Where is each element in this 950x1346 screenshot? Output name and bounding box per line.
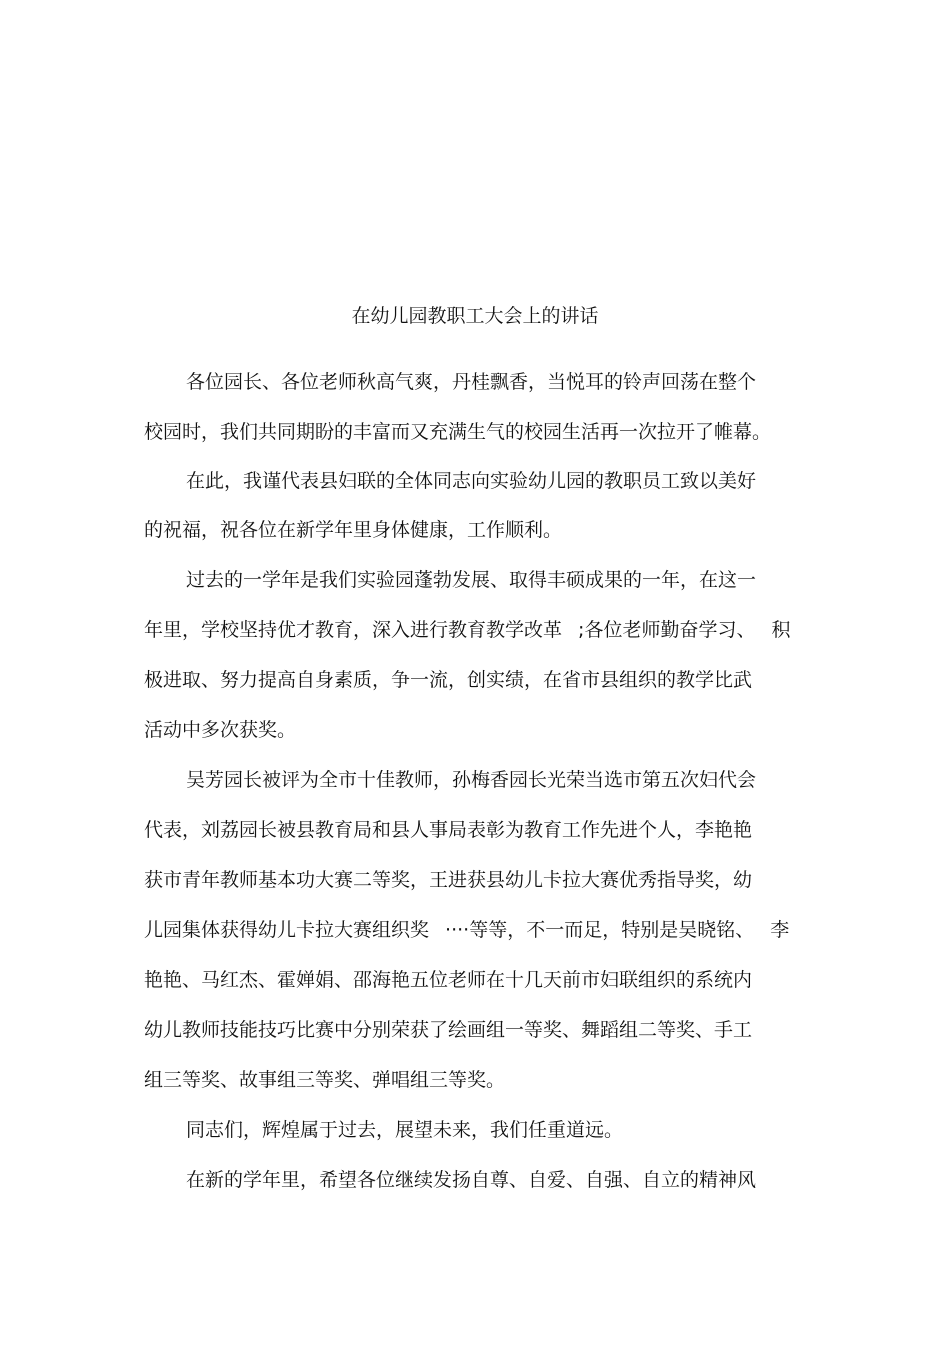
paragraph-line: 的祝福，祝各位在新学年里身体健康，工作顺利。 [144,519,563,541]
paragraph-line: 儿园集体获得幼儿卡拉大赛组织奖 ····等等，不一而足，特别是吴晓铭、 李 [144,919,790,941]
paragraph-line: 代表，刘荔园长被县教育局和县人事局表彰为教育工作先进个人，李艳艳 [144,819,753,841]
paragraph-line: 同志们，辉煌属于过去，展望未来，我们任重道远。 [186,1119,624,1141]
document-title: 在幼儿园教职工大会上的讲话 [351,305,599,327]
paragraph-line: 活动中多次获奖。 [144,719,297,741]
paragraph-line: 各位园长、各位老师秋高气爽，丹桂飘香，当悦耳的铃声回荡在整个 [186,371,757,393]
paragraph-line: 年里，学校坚持优才教育，深入进行教育教学改革 ;各位老师勤奋学习、 积 [144,619,791,641]
paragraph-line: 艳艳、马红杰、霍婵娟、邵海艳五位老师在十几天前市妇联组织的系统内 [144,969,753,991]
paragraph-line: 组三等奖、故事组三等奖、弹唱组三等奖。 [144,1069,506,1091]
paragraph-line: 在此，我谨代表县妇联的全体同志向实验幼儿园的教职员工致以美好 [186,470,757,492]
paragraph-line: 校园时，我们共同期盼的丰富而又充满生气的校园生活再一次拉开了帷幕。 [144,421,772,443]
paragraph-line: 过去的一学年是我们实验园蓬勃发展、取得丰硕成果的一年，在这一 [186,569,757,591]
paragraph-line: 获市青年教师基本功大赛二等奖，王进获县幼儿卡拉大赛优秀指导奖，幼 [144,869,753,891]
paragraph-line: 在新的学年里，希望各位继续发扬自尊、自爱、自强、自立的精神风 [186,1169,757,1191]
paragraph-line: 极进取、努力提高自身素质，争一流，创实绩，在省市县组织的教学比武 [144,669,753,691]
paragraph-line: 幼儿教师技能技巧比赛中分别荣获了绘画组一等奖、舞蹈组二等奖、手工 [144,1019,753,1041]
paragraph-line: 吴芳园长被评为全市十佳教师，孙梅香园长光荣当选市第五次妇代会 [186,769,757,791]
